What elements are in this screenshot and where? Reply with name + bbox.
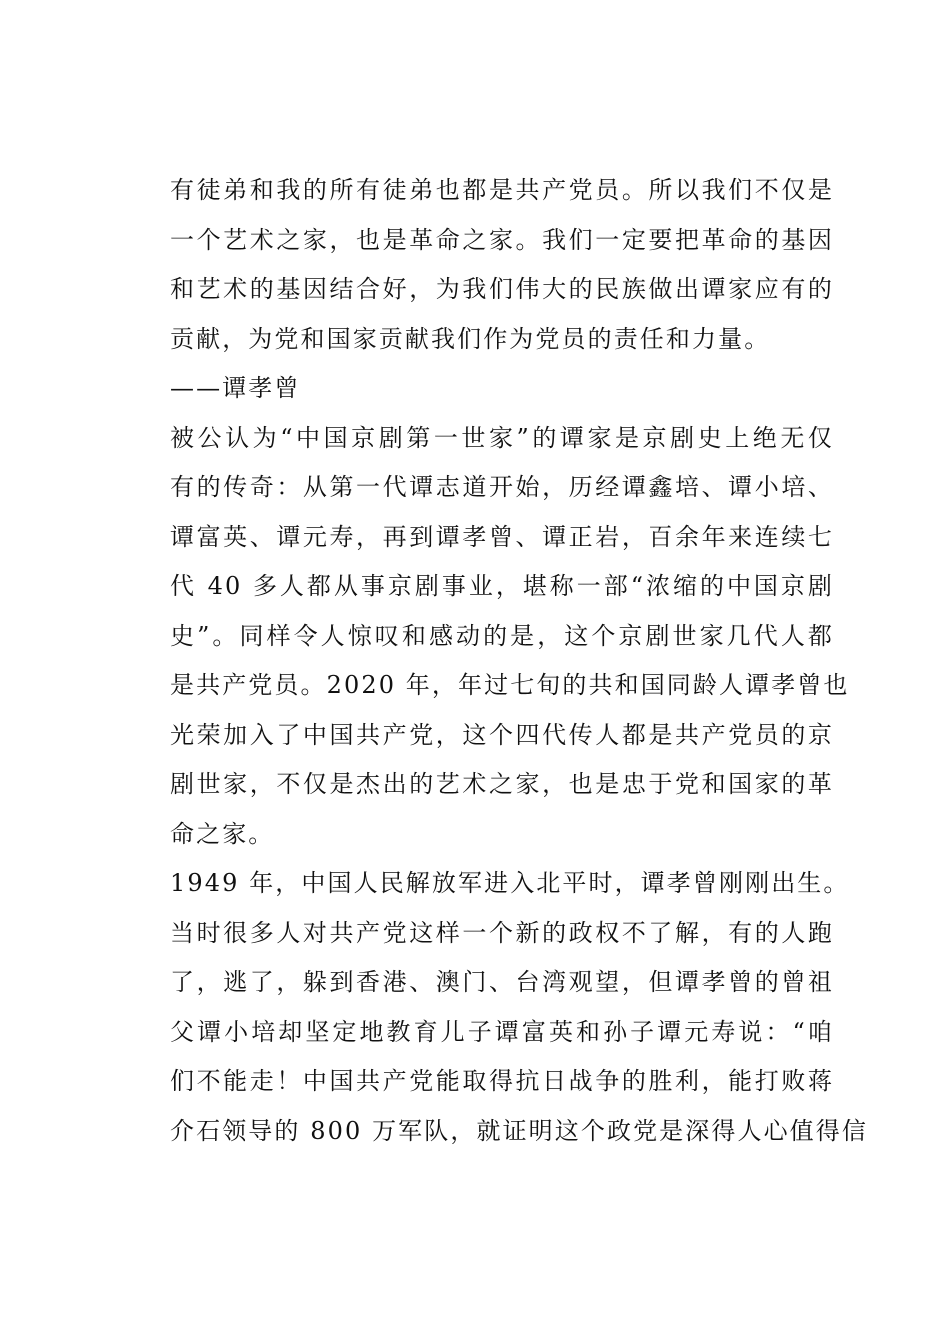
text-line: 光荣加入了中国共产党，这个四代传人都是共产党员的京 — [170, 720, 834, 749]
paragraph-continued — [170, 166, 834, 364]
text-line: 有的传奇：从第一代谭志道开始，历经谭鑫培、谭小培、 — [170, 473, 834, 501]
text-line: 一个艺术之家，也是革命之家。我们一定要把革命的基因 — [170, 225, 834, 254]
text-line: 剧世家，不仅是杰出的艺术之家，也是忠于党和国家的革 — [170, 770, 834, 798]
text-line: 们不能走！中国共产党能取得抗日战争的胜利，能打败蒋 — [170, 1067, 834, 1095]
document-body — [170, 166, 868, 1156]
text-line: 命之家。 — [170, 819, 275, 848]
text-line: 谭富英、谭元寿，再到谭孝曾、谭正岩，百余年来连续七 — [170, 522, 834, 551]
text-line: 1949 年，中国人民解放军进入北平时，谭孝曾刚刚出生。 — [170, 869, 850, 897]
text-line: 史”。同样令人惊叹和感动的是，这个京剧世家几代人都 — [170, 621, 834, 650]
text-line: 是共产党员。2020 年，年过七旬的共和国同龄人谭孝曾也 — [170, 671, 850, 699]
paragraph-history — [170, 859, 868, 1156]
text-line: 当时很多人对共产党这样一个新的政权不了解，有的人跑 — [170, 918, 834, 947]
text-line: 代 40 多人都从事京剧事业，堪称一部“浓缩的中国京剧 — [170, 572, 834, 600]
text-line: 了，逃了，躲到香港、澳门、台湾观望，但谭孝曾的曾祖 — [170, 968, 834, 996]
text-line: 有徒弟和我的所有徒弟也都是共产党员。所以我们不仅是 — [170, 176, 834, 204]
text-line: 和艺术的基因结合好，为我们伟大的民族做出谭家应有的 — [170, 275, 834, 303]
attribution-line: ——谭孝曾 — [170, 374, 301, 402]
text-line: 介石领导的 800 万军队，就证明这个政党是深得人心值得信 — [170, 1116, 868, 1145]
text-line: 被公认为“中国京剧第一世家”的谭家是京剧史上绝无仅 — [170, 423, 834, 452]
paragraph-attribution — [170, 364, 834, 414]
text-line: 贡献，为党和国家贡献我们作为党员的责任和力量。 — [170, 324, 771, 353]
text-line: 父谭小培却坚定地教育儿子谭富英和孙子谭元寿说：“咱 — [170, 1017, 834, 1046]
paragraph-intro — [170, 414, 850, 860]
